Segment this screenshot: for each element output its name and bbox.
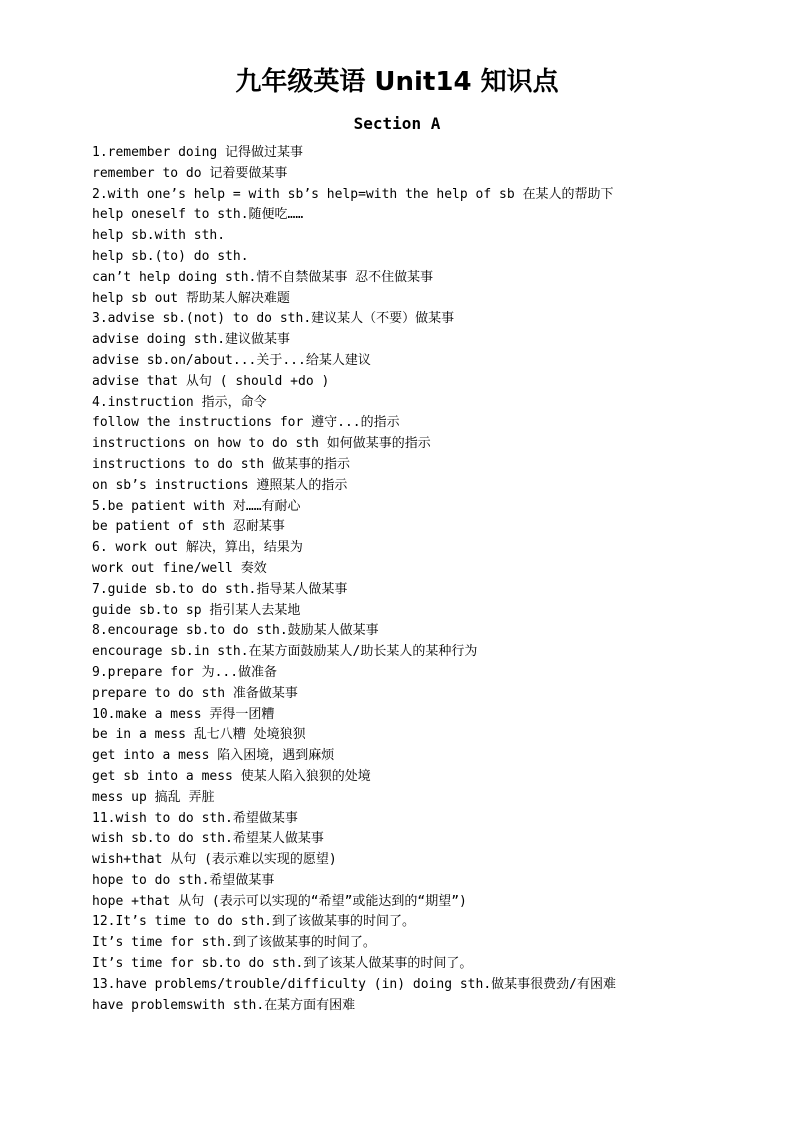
note-line: 6. work out 解决，算出，结果为 — [92, 540, 303, 556]
note-line: get into a mess 陷入困境，遇到麻烦 — [92, 748, 335, 764]
note-line: 11.wish to do sth.希望做某事 — [92, 810, 298, 826]
note-line: have problemswith sth.在某方面有困难 — [92, 997, 356, 1013]
note-line: wish sb.to do sth.希望某人做某事 — [92, 831, 324, 847]
note-line: advise that 从句 ( should +do ) — [92, 373, 330, 389]
note-line: get sb into a mess 使某人陷入狼狈的处境 — [92, 768, 371, 784]
note-line: 7.guide sb.to do sth.指导某人做某事 — [92, 581, 348, 597]
note-line: hope +that 从句 (表示可以实现的“希望”或能达到的“期望”) — [92, 893, 467, 909]
note-line: remember to do 记着要做某事 — [92, 165, 288, 181]
note-line: It’s time for sth.到了该做某事的时间了。 — [92, 935, 376, 951]
note-line: help sb.with sth. — [92, 228, 226, 244]
note-line: wish+that 从句 (表示难以实现的愿望) — [92, 852, 337, 868]
note-line: work out fine/well 奏效 — [92, 560, 267, 576]
note-line: mess up 搞乱 弄脏 — [92, 789, 215, 805]
note-line: hope to do sth.希望做某事 — [92, 872, 275, 888]
note-line: instructions to do sth 做某事的指示 — [92, 456, 351, 472]
note-line: It’s time for sb.to do sth.到了该某人做某事的时间了。 — [92, 956, 473, 972]
note-line: advise doing sth.建议做某事 — [92, 332, 291, 348]
notes-list — [92, 143, 772, 1016]
section-heading: Section A — [353, 114, 441, 133]
note-line: 2.with one’s help = with sb’s help=with the help of sb 在某人的帮助下 — [92, 186, 614, 202]
note-line: help sb out 帮助某人解决难题 — [92, 290, 290, 306]
note-line: 1.remember doing 记得做过某事 — [92, 145, 304, 160]
note-line: 4.instruction 指示，命令 — [92, 394, 267, 410]
page-title: 九年级英语 Unit14 知识点 — [235, 67, 559, 97]
note-line: advise sb.on/about...关于...给某人建议 — [92, 352, 371, 368]
note-line: be patient of sth 忍耐某事 — [92, 519, 285, 535]
note-line: help oneself to sth.随便吃…… — [92, 207, 304, 223]
note-line: 8.encourage sb.to do sth.鼓励某人做某事 — [92, 623, 379, 639]
note-line: 10.make a mess 弄得一团糟 — [92, 706, 275, 722]
note-line: be in a mess 乱七八糟 处境狼狈 — [92, 727, 306, 743]
note-line: can’t help doing sth.情不自禁做某事 忍不住做某事 — [92, 269, 434, 285]
note-line: follow the instructions for 遵守...的指示 — [92, 415, 400, 431]
note-line: encourage sb.in sth.在某方面鼓励某人/助长某人的某种行为 — [92, 644, 478, 660]
note-line: 3.advise sb.(not) to do sth.建议某人（不要）做某事 — [92, 311, 455, 327]
note-line: instructions on how to do sth 如何做某事的指示 — [92, 436, 431, 452]
note-line: 12.It’s time to do sth.到了该做某事的时间了。 — [92, 914, 416, 930]
note-line: 5.be patient with 对……有耐心 — [92, 498, 301, 514]
note-line: guide sb.to sp 指引某人去某地 — [92, 602, 301, 618]
note-line: 13.have problems/trouble/difficulty (in) doing sth.做某事很费劲/有困难 — [92, 976, 616, 992]
note-line: prepare to do sth 准备做某事 — [92, 685, 298, 701]
note-line: 9.prepare for 为...做准备 — [92, 664, 278, 680]
note-line: on sb’s instructions 遵照某人的指示 — [92, 477, 348, 493]
note-line: help sb.(to) do sth. — [92, 248, 249, 264]
